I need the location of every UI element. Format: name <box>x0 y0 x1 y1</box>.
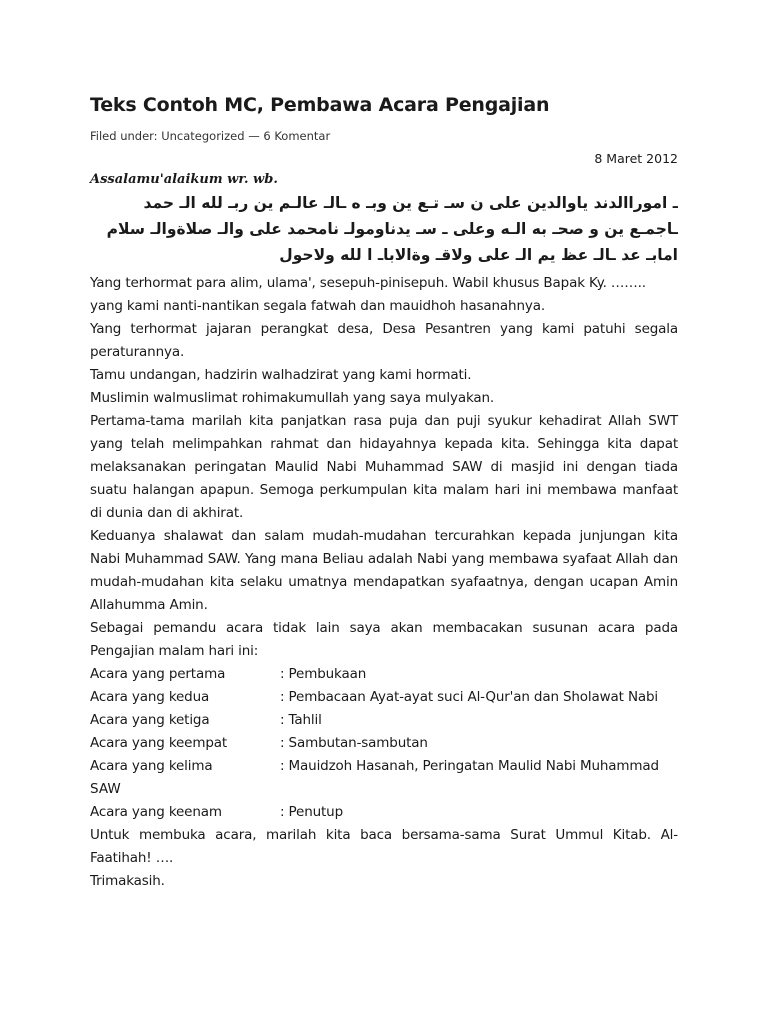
post-meta: Filed under: Uncategorized — 6 Komentar <box>90 129 331 143</box>
agenda-label: Acara yang pertama <box>90 666 226 682</box>
agenda-item <box>90 686 678 709</box>
arabic-line: ـاجمـع ين و صحـ به الـه وعلى ـ سـ يدناومولـ نامحمد على والـ صلاةوالـ سلام <box>106 220 678 238</box>
agenda-value: : Pembacaan Ayat-ayat suci Al-Qur'an dan Sholawat Nabi <box>280 689 659 705</box>
arabic-line: ـ اموراالدند ياوالدين على ن سـ تـع ين وبـ ه ـالـ عالـم ين ربـ لله الـ حمد <box>143 194 678 212</box>
paragraph: Pertama-tama marilah kita panjatkan rasa puja dan puji syukur kehadirat Allah SWT yang telah melimpahkan rahmat dan hidayahnya kepada kita. Sehingga kita dapat melaksanakan peringatan Maulid Nabi Muhammad SAW di masjid ini dengan tiada suatu halangan apapun. Semoga perkumpulan kita malam hari ini membawa manfaat di dunia dan di akhirat. <box>90 413 678 521</box>
agenda-value: : Mauidzoh Hasanah, Peringatan Maulid Nabi Muhammad <box>280 758 659 774</box>
paragraph: Sebagai pemandu acara tidak lain saya akan membacakan susunan acara pada Pengajian malam hari ini: <box>90 620 678 659</box>
agenda-label: Acara yang keenam <box>90 804 222 820</box>
post-date: 8 Maret 2012 <box>594 151 678 166</box>
agenda-list <box>90 663 678 824</box>
agenda-value: : Tahlil <box>280 712 322 728</box>
agenda-value: : Sambutan-sambutan <box>280 735 428 751</box>
document-title: Teks Contoh MC, Pembawa Acara Pengajian <box>90 94 550 116</box>
arabic-line: امابـ عد ـالـ عظ يم الـ على ولاقـ وةالاباـ ا لله ولاحول <box>279 246 678 264</box>
paragraph: Keduanya shalawat dan salam mudah-mudahan tercurahkan kepada junjungan kita Nabi Muhammad SAW. Yang mana Beliau adalah Nabi yang membawa syafaat Allah dan mudah-mudahan kita selaku umatnya mendapatkan syafaatnya, dengan ucapan Amin Allahumma Amin. <box>90 528 678 613</box>
agenda-label: Acara yang keempat <box>90 735 228 751</box>
paragraph: Muslimin walmuslimat rohimakumullah yang saya mulyakan. <box>90 390 495 406</box>
paragraph: yang kami nanti-nantikan segala fatwah dan mauidhoh hasanahnya. <box>90 298 545 314</box>
agenda-label: Acara yang kelima <box>90 758 213 774</box>
agenda-item <box>90 801 678 824</box>
body-before-agenda <box>90 272 678 663</box>
agenda-item <box>90 755 678 778</box>
agenda-item <box>90 732 678 755</box>
paragraph: Tamu undangan, hadzirin walhadzirat yang kami hormati. <box>90 367 472 383</box>
agenda-value-continuation: SAW <box>90 781 121 797</box>
agenda-item <box>90 709 678 732</box>
agenda-item <box>90 663 678 686</box>
agenda-label: Acara yang kedua <box>90 689 210 705</box>
agenda-value: : Pembukaan <box>280 666 367 682</box>
agenda-label: Acara yang ketiga <box>90 712 210 728</box>
paragraph: Yang terhormat jajaran perangkat desa, Desa Pesantren yang kami patuhi segala peraturannya. <box>90 321 678 360</box>
closing: Trimakasih. <box>90 873 165 889</box>
greeting: Assalamu'alaikum wr. wb. <box>90 172 278 187</box>
paragraph: Yang terhormat para alim, ulama', sesepuh-pinisepuh. Wabil khusus Bapak Ky. …….. <box>90 275 646 291</box>
arabic-prayer <box>90 190 678 268</box>
agenda-value: : Penutup <box>280 804 343 820</box>
body-after-agenda <box>90 824 678 893</box>
document-page <box>90 92 678 893</box>
paragraph: Untuk membuka acara, marilah kita baca bersama-sama Surat Ummul Kitab. Al-Faatihah! …. <box>90 827 678 866</box>
